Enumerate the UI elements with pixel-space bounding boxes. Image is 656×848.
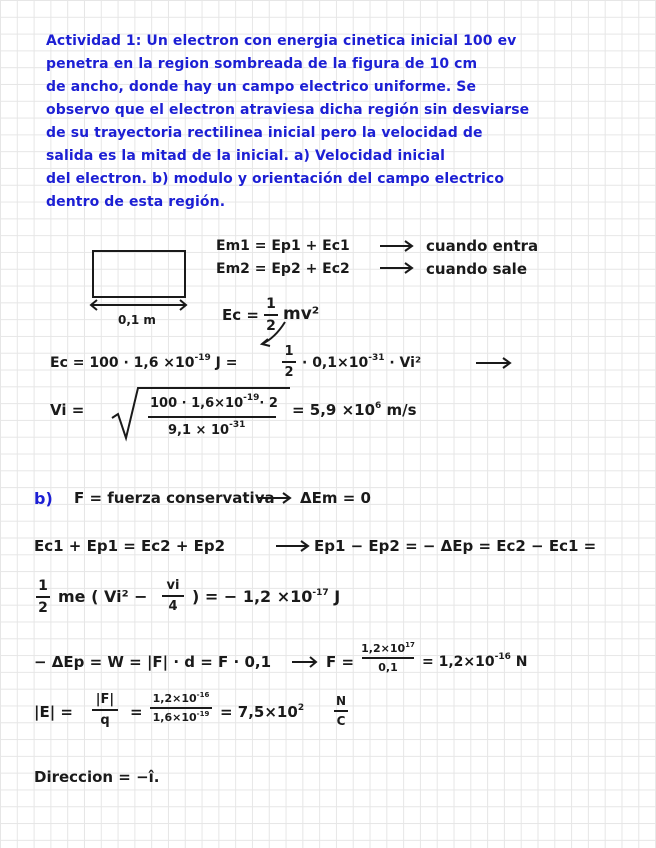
width-label: 0,1 m: [118, 313, 156, 327]
equals-sign: =: [130, 703, 143, 721]
part-b-line1: F = fuerza conservativa: [74, 489, 275, 507]
vi-over-four: [162, 578, 184, 614]
exponent: 17: [405, 641, 415, 649]
energy-note-entry: cuando entra: [426, 237, 539, 255]
half-fraction: [36, 578, 50, 616]
fraction-numerator: vi: [166, 578, 180, 593]
part-a-line1-rhs: [302, 353, 422, 371]
region-rectangle: [93, 251, 185, 297]
force-fraction: [362, 642, 414, 674]
velocity-fraction-bar: [148, 416, 276, 418]
statement-line: de ancho, donde hay un campo electrico uniforme. Se: [46, 79, 477, 95]
exponent: -31: [229, 420, 246, 430]
numerator-text: 100 · 1,6×10: [150, 396, 244, 411]
fraction-numerator: 1: [38, 578, 48, 594]
field-direction: Direccion = −î.: [34, 768, 160, 786]
arrow-icon: [476, 358, 510, 368]
statement-line: penetra en la region sombreada de la figura de 10 cm: [46, 56, 478, 72]
mass-value: · 0,1×10: [302, 355, 369, 371]
fraction-bar: [150, 707, 212, 709]
fraction-bar: [36, 596, 50, 598]
velocity-numerator: [150, 393, 278, 411]
part-a-line1-lhs: [50, 353, 238, 371]
result-value: = 5,9 ×10: [292, 401, 376, 419]
unit: m/s: [381, 401, 417, 419]
fraction-numerator: N: [335, 694, 347, 708]
half-fraction: [282, 344, 296, 380]
fraction-bar: [92, 709, 118, 711]
exponent: 6: [375, 401, 382, 411]
statement-line: del electron. b) modulo y orientación del campo electrico: [46, 171, 505, 187]
exponent: -19: [194, 353, 211, 363]
velocity-denominator: [168, 420, 246, 438]
fraction-bar: [264, 314, 278, 316]
part-b-line3-end: [192, 589, 340, 605]
part-b-label: b): [34, 489, 53, 508]
fraction-denominator: q: [100, 713, 110, 728]
fraction-denominator: 2: [284, 365, 294, 380]
part-b-line4: − ΔEp = W = |F| · d = F · 0,1: [34, 653, 272, 671]
denominator-text: 1,6×10: [152, 711, 197, 724]
energy-note-exit: cuando sale: [426, 260, 528, 278]
part-b-line1-result: ΔEm = 0: [300, 489, 371, 507]
unit: J =: [210, 355, 238, 371]
fraction-denominator: 0,1: [378, 661, 398, 674]
velocity-lhs: Vi =: [50, 401, 85, 419]
fraction-bar: [282, 361, 296, 363]
fraction-numerator: [361, 642, 415, 655]
exponent: -17: [312, 588, 329, 598]
fraction-denominator: [153, 711, 210, 724]
statement-line: dentro de esta región.: [46, 194, 226, 210]
width-arrow: [91, 300, 186, 310]
exponent: 2: [297, 703, 305, 713]
arrow-icon: [380, 263, 412, 273]
fraction-numerator: [153, 692, 210, 705]
energy-eq-exit: Em2 = Ep2 + Ec2: [216, 261, 350, 277]
field-fraction-values: [150, 692, 212, 724]
arrow-icon: [292, 657, 316, 667]
unit: J: [328, 587, 341, 606]
part-b-force-lhs: F =: [326, 653, 355, 671]
statement-line: Actividad 1: Un electron con energia cinetica inicial 100 ev: [46, 33, 517, 49]
result-value: = 7,5×10: [220, 703, 298, 721]
field-fraction-force-charge: [92, 692, 118, 728]
field-result: [220, 705, 304, 720]
fraction-denominator: C: [336, 714, 346, 728]
part-b-line2: Ec1 + Ep1 = Ec2 + Ep2: [34, 537, 226, 555]
part-b-line2-rhs: Ep1 − Ep2 = − ΔEp = Ec2 − Ec1 =: [314, 537, 597, 555]
velocity-term: · Vi²: [384, 355, 422, 371]
fraction-bar: [334, 710, 348, 712]
kinetic-energy-rhs: mv²: [283, 304, 320, 324]
exponent: -19: [243, 393, 260, 403]
fraction-numerator: 1: [284, 344, 294, 359]
part-b-line3-mid: me ( Vi² −: [58, 587, 148, 606]
statement-line: de su trayectoria rectilinea inicial pero la velocidad de: [46, 125, 483, 141]
energy-change: ) = − 1,2 ×10: [192, 587, 313, 606]
energy-value: Ec = 100 · 1,6 ×10: [50, 355, 195, 371]
fraction-bar: [162, 595, 184, 597]
fraction-numerator: 1: [266, 296, 276, 312]
arrow-icon: [276, 541, 308, 551]
statement-line: observo que el electron atraviesa dicha región sin desviarse: [46, 102, 530, 118]
force-result: [422, 652, 528, 670]
denominator-text: 9,1 × 10: [168, 423, 230, 438]
result-value: = 1,2×10: [422, 654, 495, 670]
fraction-denominator: 4: [168, 599, 178, 614]
exponent: -19: [196, 710, 210, 718]
fraction-bar: [362, 657, 414, 659]
unit: N: [510, 654, 528, 670]
numerator-tail: · 2: [259, 396, 278, 411]
fraction-denominator: 2: [266, 318, 276, 334]
velocity-result: [292, 403, 417, 418]
fraction-denominator: 2: [38, 600, 48, 616]
fraction-numerator: |F|: [95, 692, 115, 707]
exponent: -31: [368, 353, 385, 363]
statement-line: salida es la mitad de la inicial. a) Velocidad inicial: [46, 148, 446, 164]
kinetic-energy-lhs: Ec =: [222, 306, 259, 324]
exponent: -16: [196, 691, 210, 699]
field-lhs: |E| =: [34, 703, 73, 721]
numerator-text: 1,2×10: [361, 642, 406, 655]
field-unit: [334, 694, 348, 728]
arrow-icon: [380, 241, 412, 251]
exponent: -16: [494, 652, 511, 662]
numerator-text: 1,2×10: [152, 692, 197, 705]
kinetic-energy-half: [264, 296, 278, 334]
energy-eq-entry: Em1 = Ep1 + Ec1: [216, 238, 350, 254]
